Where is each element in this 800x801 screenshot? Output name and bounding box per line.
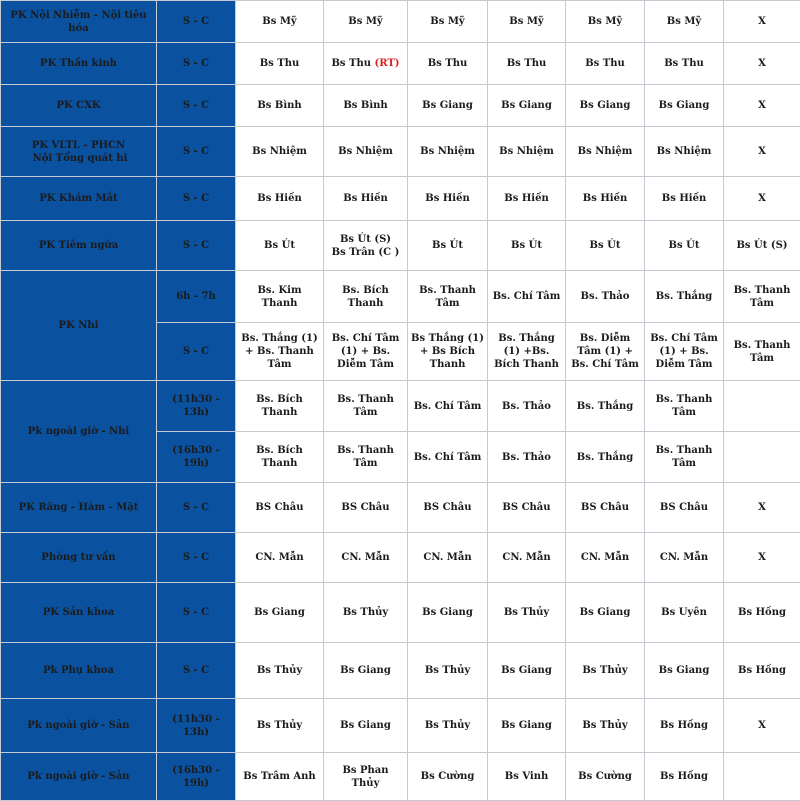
table-row xyxy=(1,483,800,533)
schedule-cell xyxy=(324,43,408,85)
schedule-cell: Bs. Thắng xyxy=(566,381,645,432)
schedule-cell: X xyxy=(724,127,800,177)
schedule-cell: Bs. Chí Tâm (1) + Bs. Diễm Tâm xyxy=(324,323,408,381)
shift-label: S - C xyxy=(157,533,236,583)
schedule-cell: Bs Nhiệm xyxy=(408,127,488,177)
schedule-cell: Bs Nhiệm xyxy=(324,127,408,177)
schedule-cell: Bs. Thanh Tâm xyxy=(408,271,488,323)
table-row xyxy=(1,177,800,221)
schedule-cell: Bs Thắng (1) + Bs Bích Thanh xyxy=(408,323,488,381)
schedule-cell: Bs Thủy xyxy=(236,699,324,753)
schedule-cell: Bs Giang xyxy=(236,583,324,643)
schedule-cell: Bs Mỹ xyxy=(236,1,324,43)
shift-label: S - C xyxy=(157,127,236,177)
schedule-cell: Bs Giang xyxy=(324,643,408,699)
schedule-cell: Bs Hồng xyxy=(645,699,724,753)
department-label: PK Tiêm ngừa xyxy=(1,221,157,271)
schedule-cell: Bs Cường xyxy=(566,753,645,801)
schedule-cell: Bs Thủy xyxy=(324,583,408,643)
schedule-cell: Bs Trâm Anh xyxy=(236,753,324,801)
schedule-cell: CN. Mẫn xyxy=(408,533,488,583)
shift-label: (16h30 - 19h) xyxy=(157,753,236,801)
schedule-cell: Bs Giang xyxy=(566,85,645,127)
schedule-cell: Bs. Thanh Tâm xyxy=(645,381,724,432)
schedule-cell: Bs Nhiệm xyxy=(236,127,324,177)
shift-label: S - C xyxy=(157,221,236,271)
schedule-cell: Bs Giang xyxy=(324,699,408,753)
schedule-cell: Bs Thủy xyxy=(408,643,488,699)
schedule-cell: Bs Hồng xyxy=(645,753,724,801)
schedule-cell: CN. Mẫn xyxy=(324,533,408,583)
department-label: Pk Phụ khoa xyxy=(1,643,157,699)
schedule-cell: Bs Giang xyxy=(408,85,488,127)
schedule-cell: X xyxy=(724,43,800,85)
schedule-cell: Bs Mỹ xyxy=(645,1,724,43)
schedule-cell: Bs Mỹ xyxy=(324,1,408,43)
shift-label: S - C xyxy=(157,323,236,381)
schedule-cell: Bs. Chí Tâm xyxy=(488,271,566,323)
schedule-cell: Bs Hiền xyxy=(566,177,645,221)
schedule-cell: CN. Mẫn xyxy=(645,533,724,583)
schedule-cell: Bs Thủy xyxy=(566,699,645,753)
department-label: Phòng tư vấn xyxy=(1,533,157,583)
schedule-cell: X xyxy=(724,177,800,221)
cell-text: Bs Thu xyxy=(331,58,371,69)
schedule-cell: Bs Cường xyxy=(408,753,488,801)
table-row xyxy=(1,533,800,583)
schedule-cell: Bs Giang xyxy=(408,583,488,643)
schedule-cell: Bs. Bích Thanh xyxy=(236,432,324,483)
schedule-cell: Bs Thủy xyxy=(566,643,645,699)
schedule-cell: X xyxy=(724,85,800,127)
shift-label: (11h30 - 13h) xyxy=(157,381,236,432)
department-label: PK Khám Mắt xyxy=(1,177,157,221)
schedule-cell: Bs Thu xyxy=(236,43,324,85)
department-label: PK Sản khoa xyxy=(1,583,157,643)
schedule-cell: Bs Giang xyxy=(566,583,645,643)
department-label: Pk ngoài giờ - Nhi xyxy=(1,381,157,483)
schedule-cell: Bs Vinh xyxy=(488,753,566,801)
cell-text: Bs Út (S) xyxy=(340,234,391,245)
table-row xyxy=(1,381,800,432)
schedule-cell: Bs Út (S) xyxy=(724,221,800,271)
table-row xyxy=(1,699,800,753)
schedule-cell: Bs Bình xyxy=(324,85,408,127)
shift-label: (11h30 - 13h) xyxy=(157,699,236,753)
schedule-cell xyxy=(324,221,408,271)
shift-label: S - C xyxy=(157,85,236,127)
shift-label: S - C xyxy=(157,177,236,221)
schedule-cell: Bs Giang xyxy=(488,643,566,699)
schedule-cell: Bs Mỹ xyxy=(488,1,566,43)
table-row xyxy=(1,127,800,177)
table-row xyxy=(1,85,800,127)
shift-label: S - C xyxy=(157,483,236,533)
schedule-cell: Bs Thu xyxy=(566,43,645,85)
table-row xyxy=(1,271,800,323)
schedule-cell: Bs Út xyxy=(408,221,488,271)
schedule-cell: X xyxy=(724,699,800,753)
schedule-cell: Bs. Bích Thanh xyxy=(236,381,324,432)
schedule-cell: Bs Hồng xyxy=(724,643,800,699)
schedule-cell: Bs Út xyxy=(236,221,324,271)
schedule-cell: Bs Thu xyxy=(488,43,566,85)
schedule-cell: Bs Thủy xyxy=(236,643,324,699)
schedule-cell: Bs. Chí Tâm xyxy=(408,381,488,432)
schedule-cell: Bs Hiền xyxy=(408,177,488,221)
shift-label: S - C xyxy=(157,643,236,699)
schedule-cell: Bs Phan Thủy xyxy=(324,753,408,801)
schedule-cell: Bs. Thắng xyxy=(566,432,645,483)
schedule-cell: Bs Hiền xyxy=(488,177,566,221)
shift-label: S - C xyxy=(157,1,236,43)
schedule-cell: Bs Hồng xyxy=(724,583,800,643)
schedule-cell: Bs Nhiệm xyxy=(488,127,566,177)
table-row xyxy=(1,1,800,43)
table-row xyxy=(1,221,800,271)
schedule-cell: Bs. Bích Thanh xyxy=(324,271,408,323)
schedule-cell: X xyxy=(724,533,800,583)
schedule-cell: Bs Giang xyxy=(488,85,566,127)
schedule-cell: Bs. Thảo xyxy=(488,432,566,483)
shift-label: S - C xyxy=(157,583,236,643)
schedule-cell: Bs Hiền xyxy=(645,177,724,221)
schedule-cell: Bs Bình xyxy=(236,85,324,127)
department-label: PK CXK xyxy=(1,85,157,127)
department-label: Pk ngoài giờ - Sản xyxy=(1,753,157,801)
schedule-cell: CN. Mẫn xyxy=(566,533,645,583)
shift-label: 6h - 7h xyxy=(157,271,236,323)
schedule-cell: Bs Hiền xyxy=(324,177,408,221)
schedule-cell: BS Châu xyxy=(645,483,724,533)
schedule-cell: Bs Nhiệm xyxy=(645,127,724,177)
schedule-cell: X xyxy=(724,1,800,43)
schedule-cell: Bs. Thanh Tâm xyxy=(324,432,408,483)
schedule-cell: Bs. Chí Tâm xyxy=(408,432,488,483)
schedule-cell: Bs Thủy xyxy=(488,583,566,643)
schedule-cell: BS Châu xyxy=(324,483,408,533)
cell-text: Bs Trân (C ) xyxy=(332,247,400,258)
schedule-cell: Bs Út xyxy=(566,221,645,271)
table-row xyxy=(1,753,800,801)
department-line: Nội Tổng quát hi xyxy=(30,153,128,164)
rt-marker: (RT) xyxy=(374,58,399,69)
schedule-cell xyxy=(724,381,800,432)
schedule-cell: Bs. Thanh Tâm xyxy=(645,432,724,483)
schedule-cell: BS Châu xyxy=(566,483,645,533)
schedule-cell: Bs Giang xyxy=(488,699,566,753)
department-label xyxy=(1,127,157,177)
schedule-cell: Bs. Thanh Tâm xyxy=(724,271,800,323)
department-label: PK Nhi xyxy=(1,271,157,381)
schedule-cell: Bs Thu xyxy=(645,43,724,85)
schedule-cell: Bs Giang xyxy=(645,643,724,699)
department-label: PK Răng - Hàm - Mặt xyxy=(1,483,157,533)
schedule-cell: Bs. Chí Tâm (1) + Bs. Diễm Tâm xyxy=(645,323,724,381)
department-label: PK Nội Nhiễm - Nội tiêu hóa xyxy=(1,1,157,43)
schedule-cell: Bs Nhiệm xyxy=(566,127,645,177)
schedule-cell: Bs. Thắng (1) + Bs. Thanh Tâm xyxy=(236,323,324,381)
schedule-cell: Bs. Diễm Tâm (1) + Bs. Chí Tâm xyxy=(566,323,645,381)
schedule-cell: Bs. Thanh Tâm xyxy=(724,323,800,381)
schedule-cell: Bs Mỹ xyxy=(408,1,488,43)
schedule-cell: Bs. Thảo xyxy=(566,271,645,323)
schedule-cell: Bs. Thảo xyxy=(488,381,566,432)
schedule-cell: Bs Mỹ xyxy=(566,1,645,43)
schedule-cell: BS Châu xyxy=(236,483,324,533)
table-row xyxy=(1,583,800,643)
schedule-cell xyxy=(724,432,800,483)
schedule-cell: Bs. Thắng (1) +Bs. Bích Thanh xyxy=(488,323,566,381)
schedule-cell: Bs Út xyxy=(645,221,724,271)
schedule-cell: Bs. Thanh Tâm xyxy=(324,381,408,432)
schedule-cell: Bs Hiền xyxy=(236,177,324,221)
schedule-cell: Bs Thu xyxy=(408,43,488,85)
department-label: PK Thần kinh xyxy=(1,43,157,85)
schedule-cell: BS Châu xyxy=(408,483,488,533)
schedule-cell xyxy=(724,753,800,801)
schedule-cell: Bs Thủy xyxy=(408,699,488,753)
shift-label: S - C xyxy=(157,43,236,85)
schedule-cell: Bs Út xyxy=(488,221,566,271)
shift-label: (16h30 - 19h) xyxy=(157,432,236,483)
schedule-cell: CN. Mẫn xyxy=(488,533,566,583)
schedule-cell: Bs Giang xyxy=(645,85,724,127)
table-row xyxy=(1,43,800,85)
schedule-cell: CN. Mẫn xyxy=(236,533,324,583)
department-label: Pk ngoài giờ - Sản xyxy=(1,699,157,753)
schedule-cell: Bs. Thắng xyxy=(645,271,724,323)
table-row xyxy=(1,643,800,699)
department-line: PK VLTL - PHCN xyxy=(32,140,125,151)
schedule-cell: Bs Uyên xyxy=(645,583,724,643)
schedule-cell: X xyxy=(724,483,800,533)
schedule-cell: BS Châu xyxy=(488,483,566,533)
schedule-cell: Bs. Kim Thanh xyxy=(236,271,324,323)
